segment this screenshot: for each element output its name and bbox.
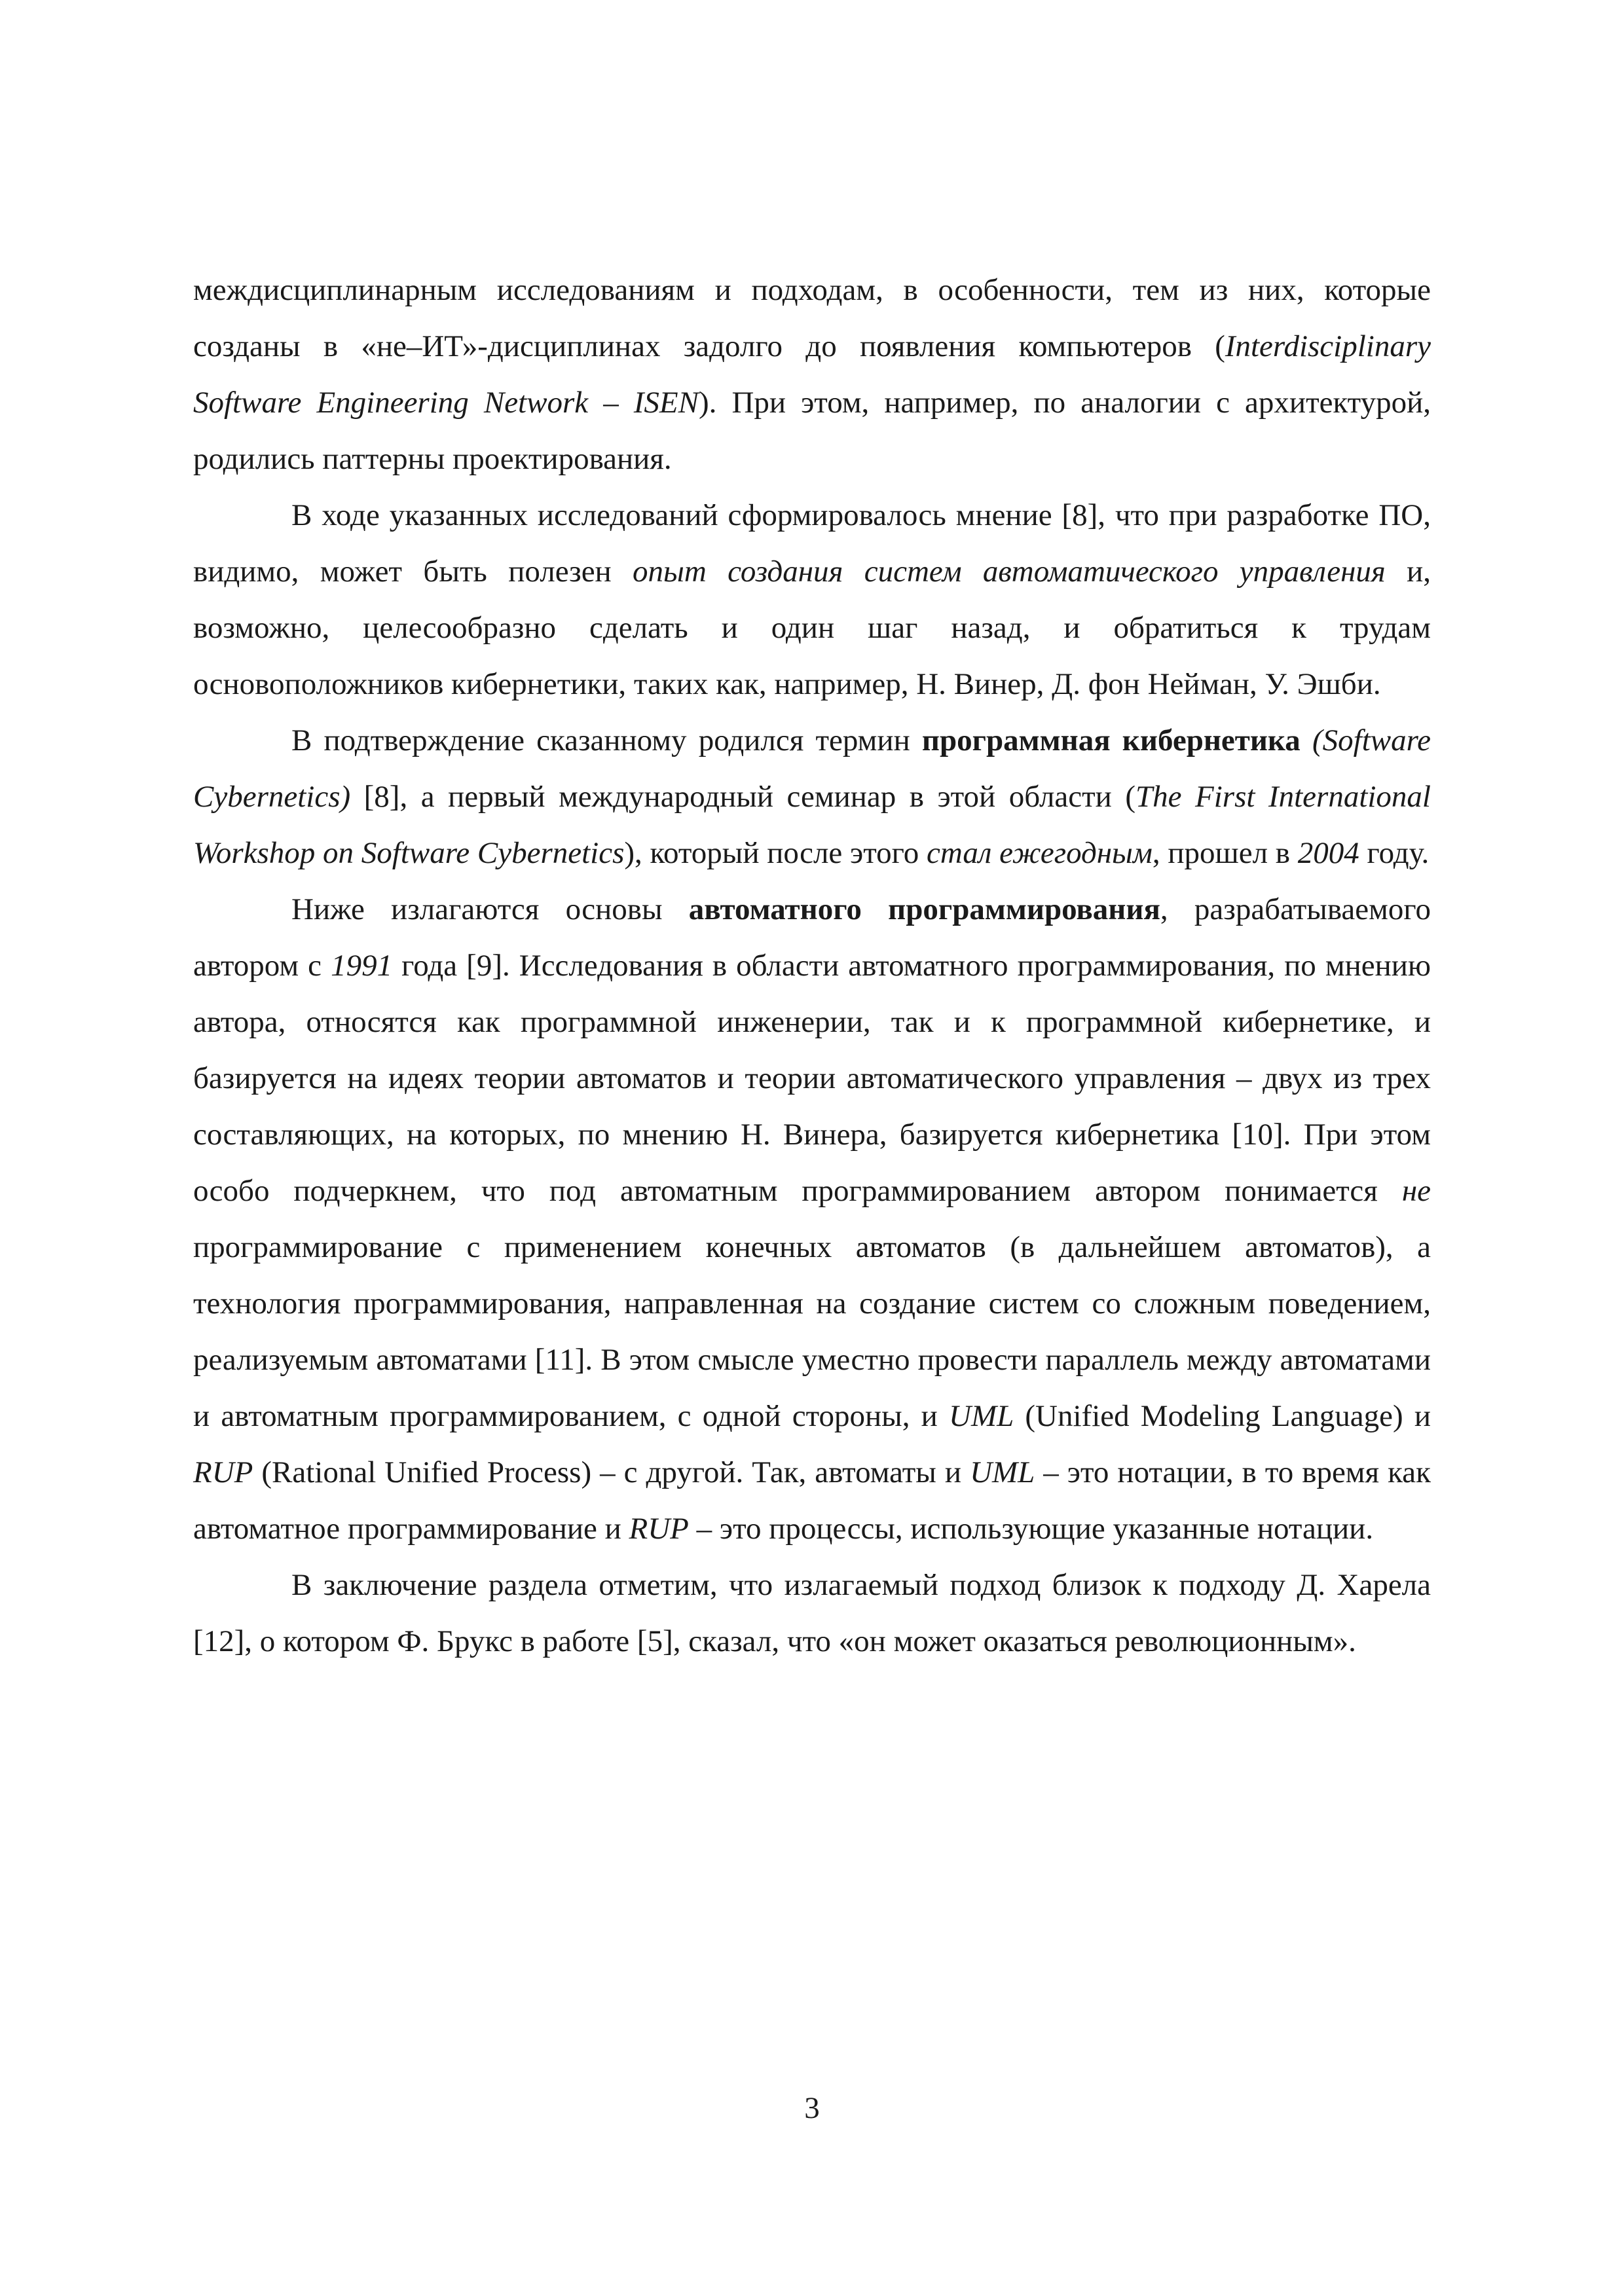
- italic-run: (Software Cybernetics): [193, 723, 1431, 814]
- text-run: – это нотации, в то время как автоматное программирование и: [193, 1455, 1431, 1546]
- italic-run: Interdisciplinary Software Engineering Network – ISEN: [193, 329, 1431, 420]
- text-run: В заключение раздела отметим, что излагаемый подход близок к подходу Д. Харела [12], о котором Ф. Брукс в работе [5], сказал, что «он может оказаться революционным».: [193, 1568, 1431, 1658]
- italic-run: RUP: [193, 1455, 253, 1489]
- italic-run: The First International Workshop on Software Cybernetics: [193, 780, 1431, 870]
- text-run: (Rational Unified Process) – с другой. Так, автоматы и: [253, 1455, 970, 1489]
- text-run: , прошел в: [1152, 836, 1298, 870]
- italic-run: 2004: [1297, 836, 1359, 870]
- text-run: [8], а первый международный семинар в этой области (: [350, 780, 1136, 814]
- italic-run: опыт создания систем автоматического управления: [633, 555, 1386, 589]
- text-run: и, возможно, целесообразно сделать и один шаг назад, и обратиться к трудам основоположников кибернетики, таких как, например, Н. Винер, Д. фон Нейман, У. Эшби.: [193, 555, 1431, 701]
- paragraph-5: [193, 1557, 1431, 1669]
- italic-run: UML: [970, 1455, 1035, 1489]
- bold-run: программная кибернетика: [921, 723, 1301, 757]
- italic-run: UML: [949, 1399, 1014, 1433]
- text-run: программирование с применением конечных автоматов (в дальнейшем автоматов), а технология программирования, направленная на создание систем со сложным поведением, реализуемым автоматами [11]. В этом смысле уместно провести параллель между автоматами и автоматным программированием, с одной стороны, и: [193, 1230, 1431, 1433]
- page-number: 3: [804, 2091, 820, 2125]
- page-body: [193, 262, 1431, 1669]
- text-run: году.: [1359, 836, 1430, 870]
- italic-run: 1991: [331, 949, 393, 983]
- italic-run: не: [1401, 1174, 1431, 1208]
- bold-run: автоматного программирования: [688, 892, 1160, 926]
- text-run: Ниже излагаются основы: [291, 892, 689, 926]
- paragraph-1: [193, 262, 1431, 487]
- italic-run: стал ежегодным: [926, 836, 1153, 870]
- text-run: ), который после этого: [624, 836, 927, 870]
- text-run: В подтверждение сказанному родился термин: [291, 723, 922, 757]
- italic-run: RUP: [629, 1512, 689, 1546]
- text-run: года [9]. Исследования в области автоматного программирования, по мнению автора, относятся как программной инженерии, так и к программной кибернетике, и базируется на идеях теории автоматов и теории автоматического управления – двух из трех составляющих, на которых, по мнению Н. Винера, базируется кибернетика [10]. При этом особо подчеркнем, что под автоматным программированием автором понимается: [193, 949, 1431, 1208]
- paragraph-2: [193, 487, 1431, 712]
- paragraph-3: [193, 712, 1431, 881]
- text-run: ). При этом, например, по аналогии с архитектурой, родились паттерны проектирования.: [193, 386, 1431, 476]
- text-run: , разрабатываемого автором с: [193, 892, 1431, 983]
- text-run: [1301, 723, 1312, 757]
- text-run: – это процессы, использующие указанные нотации.: [688, 1512, 1374, 1546]
- paragraph-4: [193, 881, 1431, 1557]
- text-run: междисциплинарным исследованиям и подходам, в особенности, тем из них, которые созданы в «не–ИТ»-дисциплинах задолго до появления компьютеров (: [193, 273, 1431, 363]
- text-run: (Unified Modeling Language) и: [1014, 1399, 1431, 1433]
- text-run: В ходе указанных исследований сформировалось мнение [8], что при разработке ПО, видимо, может быть полезен: [193, 498, 1431, 589]
